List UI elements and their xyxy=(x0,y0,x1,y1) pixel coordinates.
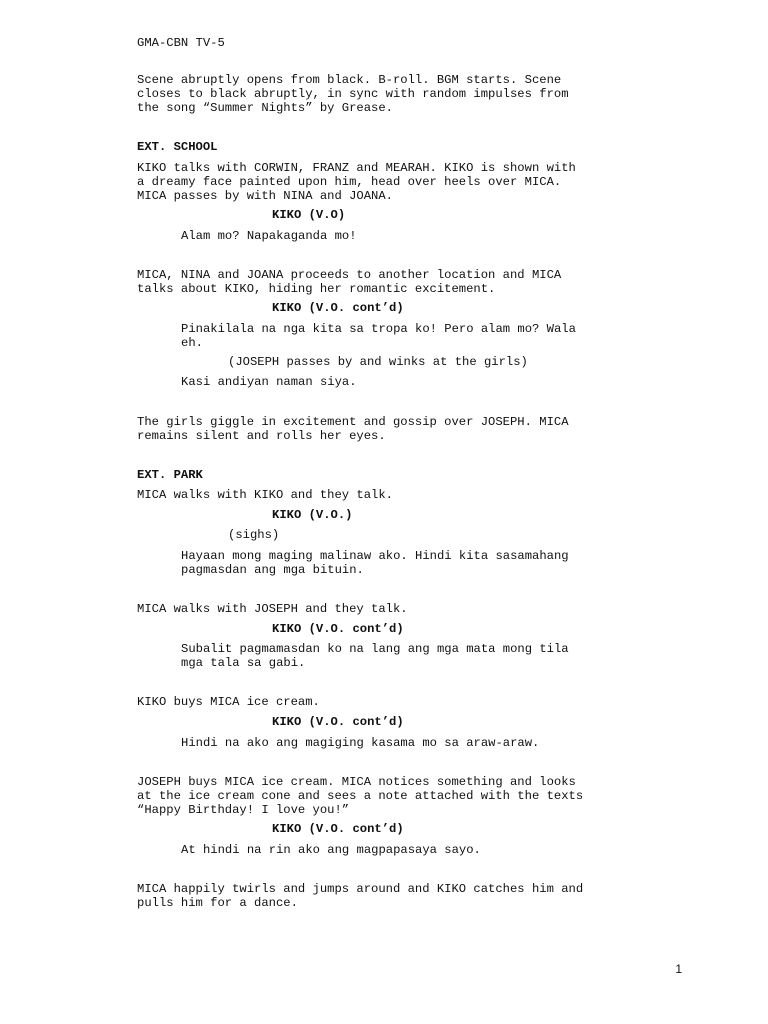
character-cue: KIKO (V.O. cont’d) xyxy=(272,822,404,836)
dialogue-line: Alam mo? Napakaganda mo! xyxy=(181,229,357,243)
character-cue: KIKO (V.O. cont’d) xyxy=(272,301,404,315)
action-line: the song “Summer Nights” by Grease. xyxy=(137,101,393,115)
action-line: MICA walks with KIKO and they talk. xyxy=(137,488,393,502)
action-line: MICA happily twirls and jumps around and KIKO catches him and xyxy=(137,882,584,896)
character-cue: KIKO (V.O.) xyxy=(272,508,353,522)
dialogue-line: Pinakilala na nga kita sa tropa ko! Pero alam mo? Wala xyxy=(181,322,576,336)
dialogue-line: mga tala sa gabi. xyxy=(181,656,306,670)
action-line: KIKO buys MICA ice cream. xyxy=(137,695,320,709)
parenthetical: (JOSEPH passes by and winks at the girls) xyxy=(228,355,528,369)
dialogue-line: Subalit pagmamasdan ko na lang ang mga mata mong tila xyxy=(181,642,569,656)
action-line: “Happy Birthday! I love you!” xyxy=(137,803,350,817)
scene-heading: EXT. SCHOOL xyxy=(137,140,218,154)
dialogue-line: eh. xyxy=(181,336,203,350)
action-line: The girls giggle in excitement and gossip over JOSEPH. MICA xyxy=(137,415,569,429)
dialogue-line: Hayaan mong maging malinaw ako. Hindi kita sasamahang xyxy=(181,549,569,563)
character-cue: KIKO (V.O. cont’d) xyxy=(272,715,404,729)
action-line: closes to black abruptly, in sync with random impulses from xyxy=(137,87,569,101)
dialogue-line: pagmasdan ang mga bituin. xyxy=(181,563,364,577)
action-line: remains silent and rolls her eyes. xyxy=(137,429,386,443)
page-header: GMA-CBN TV-5 xyxy=(137,36,225,50)
action-line: MICA passes by with NINA and JOANA. xyxy=(137,189,393,203)
action-line: KIKO talks with CORWIN, FRANZ and MEARAH. KIKO is shown with xyxy=(137,161,576,175)
dialogue-line: Kasi andiyan naman siya. xyxy=(181,375,357,389)
action-line: MICA walks with JOSEPH and they talk. xyxy=(137,602,408,616)
action-line: a dreamy face painted upon him, head over heels over MICA. xyxy=(137,175,562,189)
scene-heading: EXT. PARK xyxy=(137,468,203,482)
action-line: MICA, NINA and JOANA proceeds to another location and MICA xyxy=(137,268,562,282)
action-line: talks about KIKO, hiding her romantic excitement. xyxy=(137,282,496,296)
parenthetical: (sighs) xyxy=(228,528,280,542)
action-line: at the ice cream cone and sees a note attached with the texts xyxy=(137,789,584,803)
action-line: JOSEPH buys MICA ice cream. MICA notices something and looks xyxy=(137,775,576,789)
action-line: pulls him for a dance. xyxy=(137,896,298,910)
character-cue: KIKO (V.O. cont’d) xyxy=(272,622,404,636)
dialogue-line: Hindi na ako ang magiging kasama mo sa araw-araw. xyxy=(181,736,540,750)
character-cue: KIKO (V.O) xyxy=(272,208,346,222)
dialogue-line: At hindi na rin ako ang magpapasaya sayo. xyxy=(181,843,481,857)
action-line: Scene abruptly opens from black. B-roll. BGM starts. Scene xyxy=(137,73,562,87)
page-number: 1 xyxy=(675,962,682,976)
